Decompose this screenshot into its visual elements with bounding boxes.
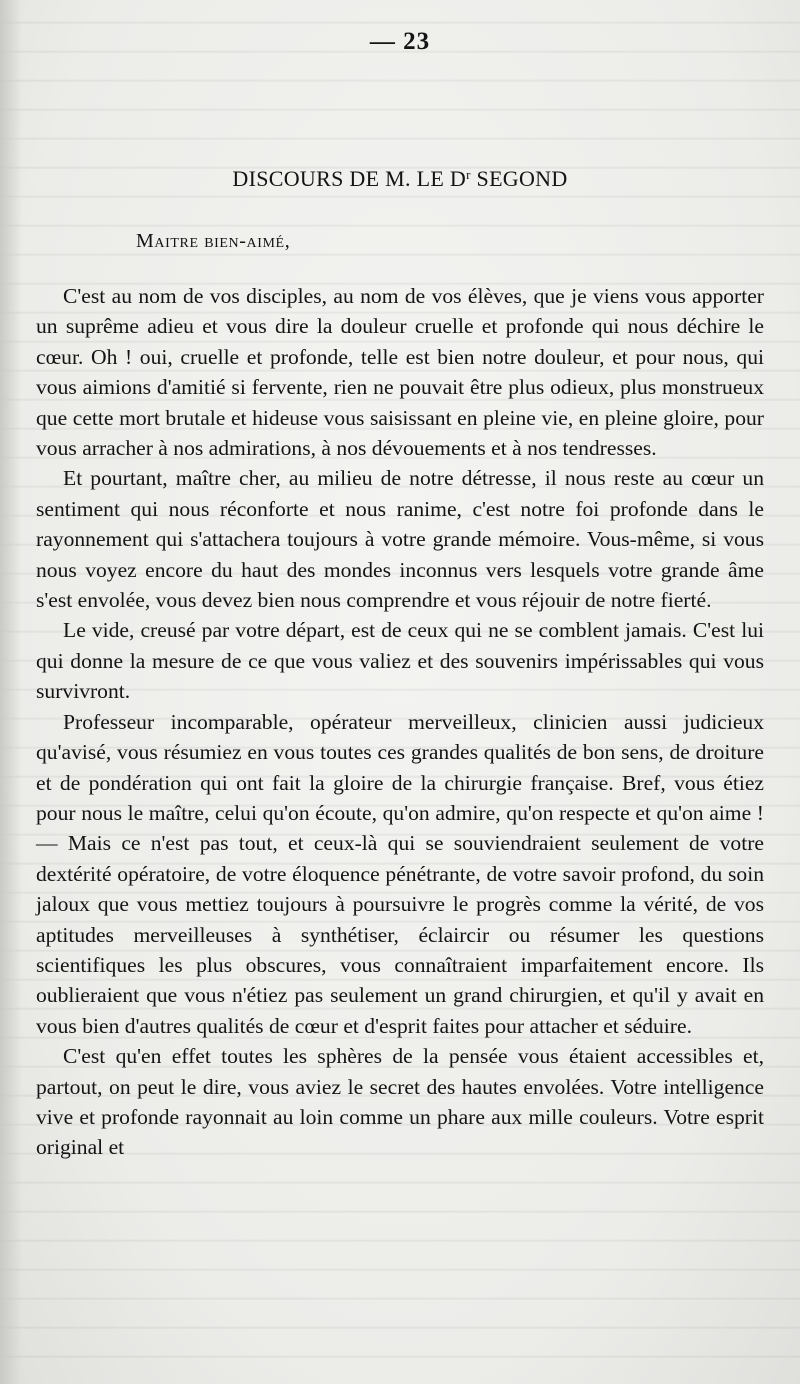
paragraph: Professeur incomparable, opérateur merveilleux, clinicien aussi judicieux qu'avisé, vous résumiez en vous toutes ces grandes qualités de bon sens, de droiture et de pondération qui ont fait la gloire de la chirurgie française. Bref, vous étiez pour nous le maître, celui qu'on écoute, qu'on admire, qu'on respecte et qu'on aime ! — Mais ce n'est pas tout, et ceux-là qui se souviendraient seulement de votre dextérité opératoire, de votre éloquence pénétrante, de votre savoir profond, du soin jaloux que vous mettiez toujours à poursuivre le progrès comme la vérité, de vos aptitudes merveilleuses à synthétiser, éclaircir ou résumer les questions scientifiques les plus obscures, vous connaîtraient imparfaitement encore. Ils oublieraient que vous n'étiez pas seulement un grand chirurgien, et qu'il y avait en vous bien d'autres qualités de cœur et d'esprit faites pour attacher et séduire. bbox=[36, 709, 764, 1038]
page-number: — 23 bbox=[369, 28, 431, 55]
section-heading bbox=[0, 166, 800, 192]
salutation: Maitre bien-aimé, bbox=[136, 230, 291, 252]
binding-shadow bbox=[0, 0, 22, 1384]
body-text bbox=[36, 281, 764, 1163]
paragraph: Le vide, creusé par votre départ, est de ceux qui ne se comblent jamais. C'est lui qui donne la mesure de ce que vous valiez et des souvenirs impérissables qui vous survivront. bbox=[36, 618, 764, 704]
paragraph: C'est au nom de vos disciples, au nom de vos élèves, que je viens vous apporter un suprême adieu et vous dire la douleur cruelle et profonde qui nous déchire le cœur. Oh ! oui, cruelle et profonde, telle est bien notre douleur, et pour nous, qui vous aimions d'amitié si fervente, rien ne pouvait être plus odieux, plus monstrueux que cette mort brutale et hideuse vous saisissant en pleine vie, en pleine gloire, pour vous arracher à nos admirations, à nos dévouements et à nos tendresses. bbox=[36, 284, 764, 461]
paragraph: Et pourtant, maître cher, au milieu de notre détresse, il nous reste au cœur un sentiment qui nous réconforte et nous ranime, c'est notre foi profonde dans le rayonnement qui s'attachera toujours à votre grande mémoire. Vous-même, si vous nous voyez encore du haut des mondes inconnus vers lesquels votre grande âme s'est envolée, vous devez bien nous comprendre et vous réjouir de notre fierté. bbox=[36, 466, 764, 613]
heading-superscript: r bbox=[466, 167, 471, 182]
heading-name: SEGOND bbox=[470, 166, 568, 191]
paragraph: C'est qu'en effet toutes les sphères de la pensée vous étaient accessibles et, partout, on peut le dire, vous aviez le secret des hautes envolées. Votre intelligence vive et profonde rayonnait au loin comme un phare aux mille couleurs. Votre esprit original et bbox=[36, 1044, 764, 1160]
heading-text: DISCOURS DE M. LE D bbox=[232, 166, 467, 191]
